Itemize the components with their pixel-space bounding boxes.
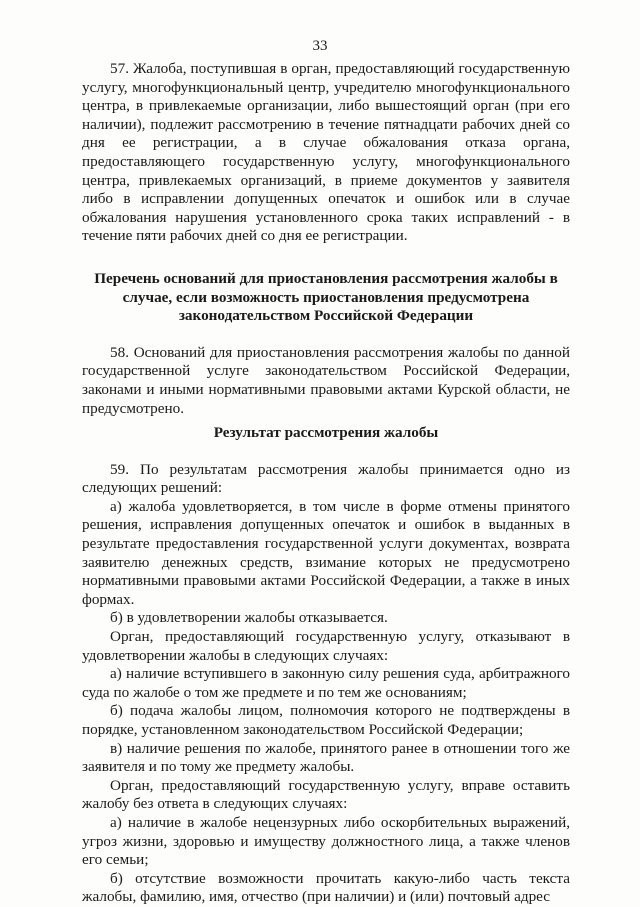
paragraph-59: 59. По результатам рассмотрения жалобы принимается одно из следующих решений: (82, 460, 570, 497)
paragraph-59-b: б) в удовлетворении жалобы отказывается. (110, 609, 388, 627)
page-number: 33 (312, 38, 328, 54)
paragraph-refusal-intro: Орган, предоставляющий государственную услугу, отказывают в удовлетворении жалобы в следующих случаях: (82, 628, 570, 664)
paragraph-no-answer-a: а) наличие в жалобе нецензурных либо оскорбительных выражений, угроз жизни, здоровью и имуществу должностного лица, а также членов его семьи; (82, 813, 570, 869)
heading-complaint-result: Результат рассмотрения жалобы (213, 424, 439, 442)
paragraph-no-answer-b: б) отсутствие возможности прочитать какую-либо часть текста жалобы, фамилию, имя, отчество (при наличии) и (или) почтовый адрес (82, 869, 570, 906)
document-body (82, 60, 570, 907)
heading-suspension-grounds: Перечень оснований для приостановления рассмотрения жалобы в случае, если возможность приостановления предусмотрена законодательством Российской Федерации (94, 269, 558, 325)
paragraph-refusal-a: а) наличие вступившего в законную силу решения суда, арбитражного суда по жалобе о том же предмете и по тем же основаниям; (82, 665, 570, 701)
paragraph-57: 57. Жалоба, поступившая в орган, предоставляющий государственную услугу, многофункциональный центр, учредителю многофункционального центра, в привлекаемые организации, либо вышестоящий орган (при его наличии), подлежит рассмотрению в течение пятнадцати рабочих дней со дня ее регистрации, а в случае обжалования отказа органа, предоставляющего государственную услугу, многофункционального центра, привлекаемых организаций, в приеме документов у заявителя либо в исправлении допущенных опечаток и ошибок или в случае обжалования нарушения установленного срока таких исправлений - в течение пяти рабочих дней со дня ее регистрации. (82, 60, 570, 245)
paragraph-refusal-c: в) наличие решения по жалобе, принятого ранее в отношении того же заявителя и по тому же предмету жалобы. (82, 739, 570, 776)
paragraph-58: 58. Оснований для приостановления рассмотрения жалобы по данной государственной услуге законодательством Российской Федерации, законами и иными нормативными правовыми актами Курской области, не предусмотрено. (82, 343, 570, 417)
paragraph-refusal-b: б) подача жалобы лицом, полномочия которого не подтверждены в порядке, установленном законодательством Российской Федерации; (82, 702, 570, 738)
paragraph-59-a: а) жалоба удовлетворяется, в том числе в форме отмены принятого решения, исправления допущенных опечаток и ошибок в выданных в результате предоставления государственной услуги документах, возврата заявителю денежных средств, взимание которых не предусмотрено нормативными правовыми актами Российской Федерации, а также в иных формах. (82, 497, 570, 608)
paragraph-no-answer-intro: Орган, предоставляющий государственную услугу, вправе оставить жалобу без ответа в следующих случаях: (82, 776, 570, 813)
